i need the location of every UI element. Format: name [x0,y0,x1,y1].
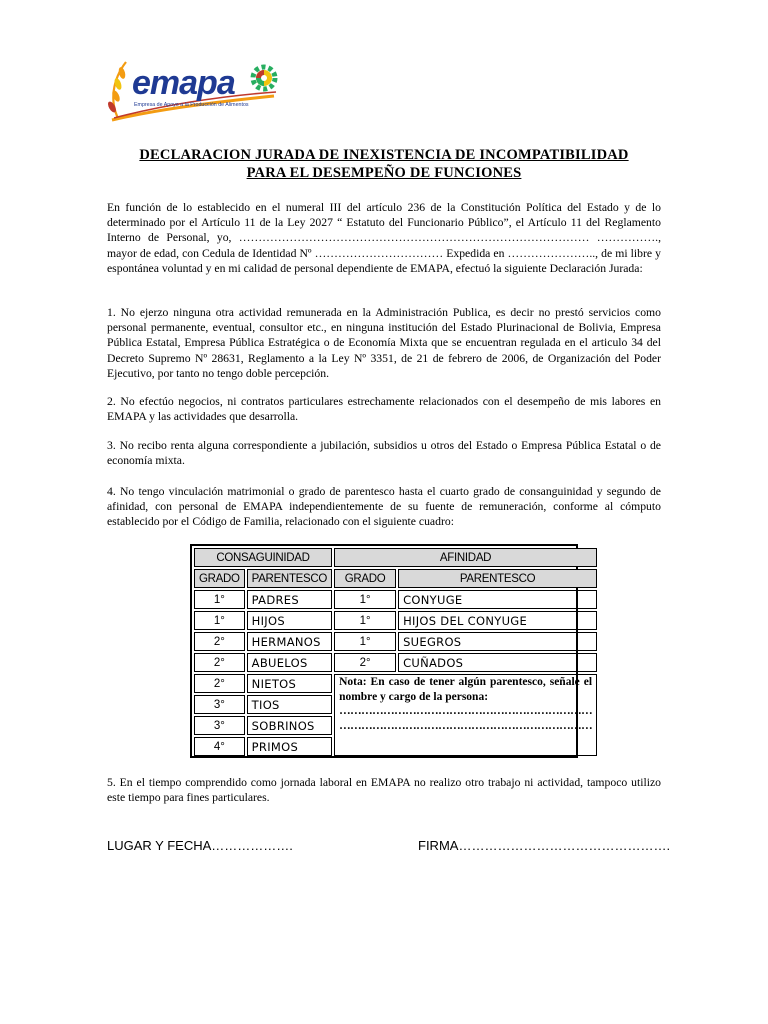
table-row [194,632,597,651]
clause-5: 5. En el tiempo comprendido como jornada laboral en EMAPA no realizo otro trabajo ni actividad, tampoco utilizo este tiempo para fines particulares. [107,776,661,805]
header-parentesco: PARENTESCO [247,569,332,588]
table-row [194,674,597,693]
clause-3: 3. No recibo renta alguna correspondiente a jubilación, subsidios u otros del Estado o Empresa Pública Estatal o de economía mixta. [107,439,661,468]
document-title-line1: DECLARACION JURADA DE INEXISTENCIA DE INCOMPATIBILIDAD [139,147,629,163]
afinidad-grado: 2° [334,653,396,672]
afinidad-parentesco: CUÑADOS [398,653,597,672]
clause-1: 1. No ejerzo ninguna otra actividad remunerada en la Administración Publica, es decir no prestó servicios como personal permanente, eventual, consultor etc., en ninguna institución del Estado Plurinacional de Bolivia, Empresa Pública Estatal, Empresa Pública Estratégica o de Economía Mixta que se encuentran regulada en el articulo 34 del Decreto Supremo Nº 28631, Reglamento a la Ley Nº 3351, de 21 de febrero de 2006, de Organización del Poder Ejecutivo, por tanto no tengo doble percepción. [107,306,661,380]
header-parentesco: PARENTESCO [398,569,597,588]
consanguinidad-grado: 2° [194,632,245,651]
lugar-fecha-field: LUGAR Y FECHA………………. [107,838,293,853]
consanguinidad-parentesco: SOBRINOS [247,716,332,735]
consanguinidad-parentesco: ABUELOS [247,653,332,672]
header-consanguinidad: CONSAGUINIDAD [194,548,332,567]
firma-field: FIRMA…………………………………………. [418,838,671,853]
emapa-logo [104,52,284,124]
consanguinidad-grado: 3° [194,716,245,735]
nota-box [334,674,597,756]
table-row [194,590,597,609]
table-row [194,611,597,630]
consanguinidad-grado: 4° [194,737,245,756]
afinidad-parentesco: HIJOS DEL CONYUGE [398,611,597,630]
clause-4: 4. No tengo vinculación matrimonial o grado de parentesco hasta el cuarto grado de consanguinidad y segundo de afinidad, con personal de EMAPA independientemente de su fuente de remuneración, conforme al cómputo establecido por el Código de Familia, relacionado con el siguiente cuadro: [107,485,661,529]
afinidad-parentesco: SUEGROS [398,632,597,651]
logo-tagline: Empresa de Apoyo a la Producción de Alimentos [134,102,249,108]
clause-2: 2. No efectúo negocios, ni contratos particulares estrechamente relacionados con el desempeño de mis labores en EMAPA y las actividades que desarrolla. [107,395,661,424]
consanguinidad-grado: 2° [194,653,245,672]
consanguinidad-parentesco: PADRES [247,590,332,609]
afinidad-grado: 1° [334,611,396,630]
header-grado: GRADO [334,569,396,588]
afinidad-parentesco: CONYUGE [398,590,597,609]
header-afinidad: AFINIDAD [334,548,597,567]
header-grado: GRADO [194,569,245,588]
consanguinidad-parentesco: PRIMOS [247,737,332,756]
logo-brand-text: emapa [132,64,235,102]
nota-blank-line-1: …………………………………………………………… [339,705,593,717]
consanguinidad-parentesco: TIOS [247,695,332,714]
kinship-table-grid [192,546,599,758]
consanguinidad-grado: 1° [194,590,245,609]
afinidad-grado: 1° [334,632,396,651]
afinidad-grado: 1° [334,590,396,609]
consanguinidad-grado: 3° [194,695,245,714]
consanguinidad-parentesco: HERMANOS [247,632,332,651]
table-row [194,653,597,672]
intro-paragraph: En función de lo establecido en el numeral III del artículo 236 de la Constitución Política del Estado y de lo determinado por el Artículo 11 de la Ley 2027 “ Estatuto del Funcionario Público”, el Artículo 11 del Reglamento Interno de Personal, yo, ……………………………………………………………………………… ……………., mayor de edad, con Cedula de Identidad Nº …………………………… Expedida en ………………….., de mi libre y espontánea voluntad y en mi calidad de personal dependiente de EMAPA, efectuó la siguiente Declaración Jurada: [107,201,661,275]
nota-text: Nota: En caso de tener algún parentesco, señale el nombre y cargo de la persona: [339,676,593,703]
document-title-line2: PARA EL DESEMPEÑO DE FUNCIONES [246,165,522,181]
consanguinidad-parentesco: HIJOS [247,611,332,630]
consanguinidad-parentesco: NIETOS [247,674,332,693]
nota-blank-line-2: …………………………………………………………… [339,719,593,732]
consanguinidad-grado: 2° [194,674,245,693]
consanguinidad-grado: 1° [194,611,245,630]
kinship-table [190,544,593,758]
